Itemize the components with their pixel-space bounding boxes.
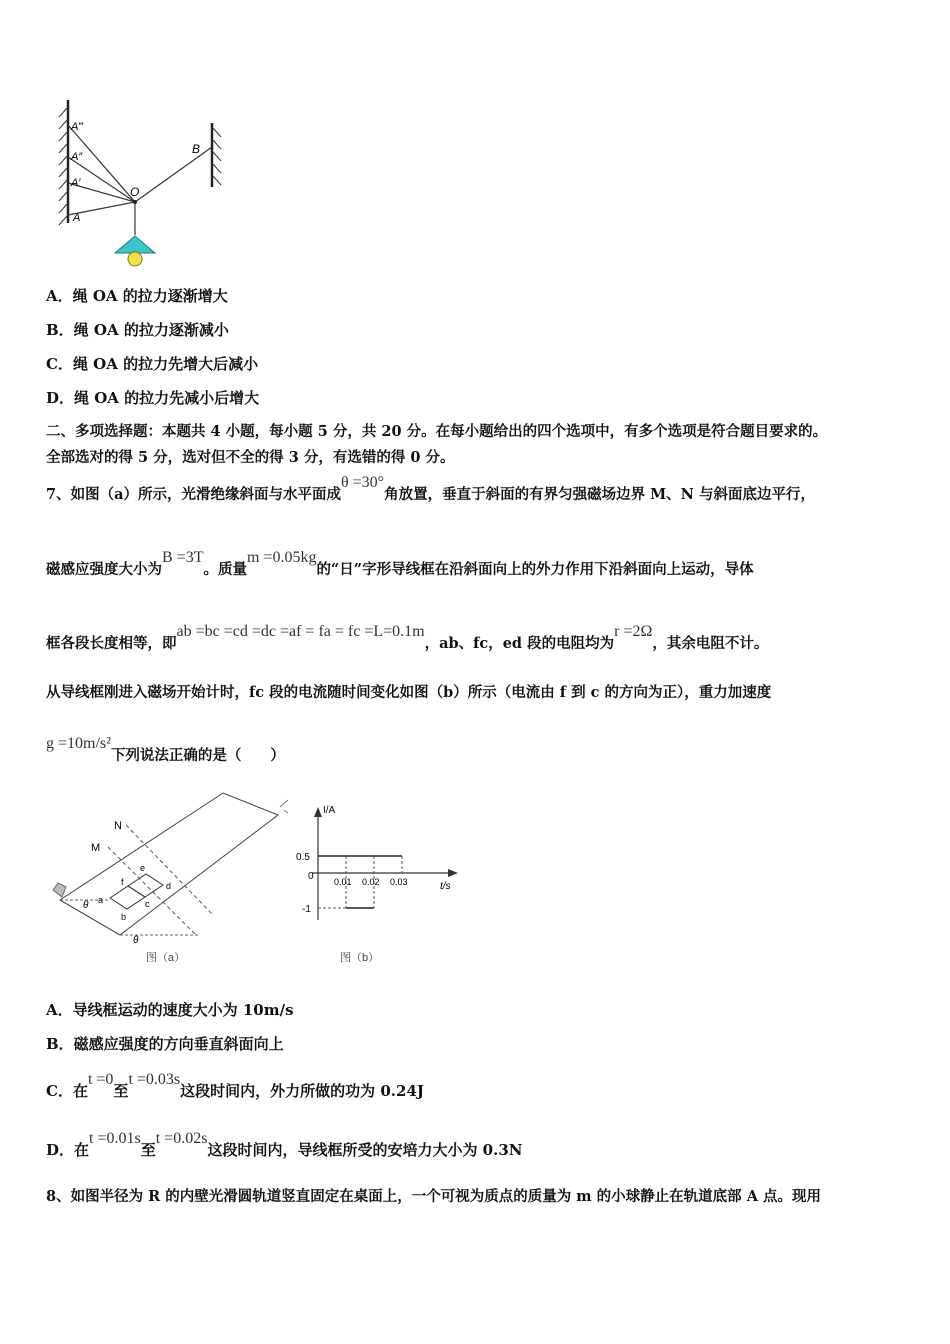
q7-option-c-mid: 至: [113, 1082, 129, 1100]
label-a: A: [73, 212, 81, 224]
q7-l3-a: 框各段长度相等，即: [46, 635, 177, 652]
q6-option-a: A．绳 OA 的拉力逐渐增大: [46, 287, 228, 305]
q7-g-formula: g =10m/s²: [46, 735, 111, 752]
y-tick-neg1: -1: [302, 904, 311, 915]
label-n: N: [114, 820, 122, 832]
q7-option-c: [46, 1071, 424, 1103]
label-o: O: [130, 185, 140, 199]
q7-option-a: A．导线框运动的速度大小为 10m/s: [46, 1001, 294, 1019]
q7-line5: [46, 735, 285, 767]
label-theta-1: θ: [83, 900, 89, 911]
q6-option-d: D．绳 OA 的拉力先减小后增大: [46, 389, 260, 407]
q6-option-c: C．绳 OA 的拉力先增大后减小: [46, 355, 259, 373]
q7-length-formula: ab =bc =cd =dc =af = fa = fc =L=0.1m: [176, 623, 425, 640]
caption-a: 图（a）: [146, 952, 186, 964]
label-d-point: d: [166, 881, 172, 891]
q7-option-d-t1: t =0.02s: [155, 1130, 208, 1147]
x-tick-0.03: 0.03: [390, 877, 408, 887]
label-m: M: [91, 842, 101, 854]
rope-lamp-figure: [40, 95, 250, 275]
origin-label: 0: [308, 871, 314, 882]
q7-theta-formula: θ =30°: [340, 474, 385, 491]
section2-line2: 全部选对的得 5 分，选对但不全的得 3 分，有选错的得 0 分。: [46, 449, 455, 466]
q7-line2: [46, 549, 754, 581]
x-tick-0.01: 0.01: [334, 877, 352, 887]
y-tick-0.5: 0.5: [296, 852, 310, 863]
current-graph-b: [290, 795, 465, 970]
q7-option-d-post: 这段时间内，导线框所受的安培力大小为 0.3N: [207, 1141, 523, 1159]
q7-r-formula: r =2Ω: [614, 623, 653, 640]
q7-l5-text: 下列说法正确的是（ ）: [110, 747, 285, 764]
q7-option-d-mid: 至: [140, 1141, 156, 1159]
label-f-point: f: [121, 877, 124, 887]
q7-option-c-post: 这段时间内，外力所做的功为 0.24J: [180, 1082, 424, 1100]
q7-option-d-pre: D．在: [46, 1141, 90, 1159]
label-a3: A‴: [71, 121, 83, 133]
label-b: B: [192, 142, 201, 156]
q7-option-b: B．磁感应强度的方向垂直斜面向上: [46, 1035, 284, 1053]
q7-l3-b: ，ab、fc，ed 段的电阻均为: [424, 635, 615, 652]
q7-line4: 从导线框刚进入磁场开始计时，fc 段的电流随时间变化如图（b）所示（电流由 f 到 c 的方向为正），重力加速度: [46, 684, 772, 701]
q7-line3: [46, 623, 769, 655]
q7-l2-a: 磁感应强度大小为: [46, 561, 162, 578]
q7-line1: [46, 474, 815, 506]
q7-option-d-t0: t =0.01s: [89, 1130, 141, 1147]
q7-l3-c: ，其余电阻不计。: [652, 635, 769, 652]
label-a2: A″: [71, 151, 83, 163]
section2-line1: 二、多项选择题：本题共 4 小题，每小题 5 分，共 20 分。在每小题给出的四个选项中，有多个选项是符合题目要求的。: [46, 423, 828, 440]
label-c-point: c: [145, 899, 150, 909]
label-b-point: b: [121, 912, 127, 922]
x-tick-0.02: 0.02: [362, 877, 380, 887]
label-theta-2: θ: [133, 935, 139, 946]
q7-option-c-t1: t =0.03s: [128, 1071, 181, 1088]
q7-option-c-t0: t =0: [87, 1071, 114, 1088]
q7-option-d: [46, 1130, 523, 1162]
q7-b-formula: B =3T: [162, 549, 204, 566]
incline-figure-a: [48, 785, 288, 970]
label-a1: A′: [71, 177, 81, 189]
q7-l1-b: 角放置，垂直于斜面的有界匀强磁场边界 M、N 与斜面底边平行，: [384, 486, 815, 503]
q6-option-b: B．绳 OA 的拉力逐渐减小: [46, 321, 229, 339]
y-axis-label: I/A: [323, 805, 336, 816]
caption-b: 图（b）: [340, 952, 380, 964]
label-a-point: a: [98, 895, 104, 905]
x-axis-label: t/s: [440, 881, 451, 892]
q7-l2-b: 。质量: [203, 561, 247, 578]
q7-l1-a: 7、如图（a）所示，光滑绝缘斜面与水平面成: [46, 486, 341, 503]
q8-text: 8、如图半径为 R 的内壁光滑圆轨道竖直固定在桌面上，一个可视为质点的质量为 m 的小球静止在轨道底部 A 点。现用: [46, 1188, 822, 1205]
label-e-point: e: [140, 863, 146, 873]
q7-l2-c: 的“日”字形导线框在沿斜面向上的外力作用下沿斜面向上运动，导体: [316, 561, 754, 578]
q7-m-formula: m =0.05kg: [246, 549, 317, 566]
q7-option-c-pre: C．在: [46, 1082, 88, 1100]
